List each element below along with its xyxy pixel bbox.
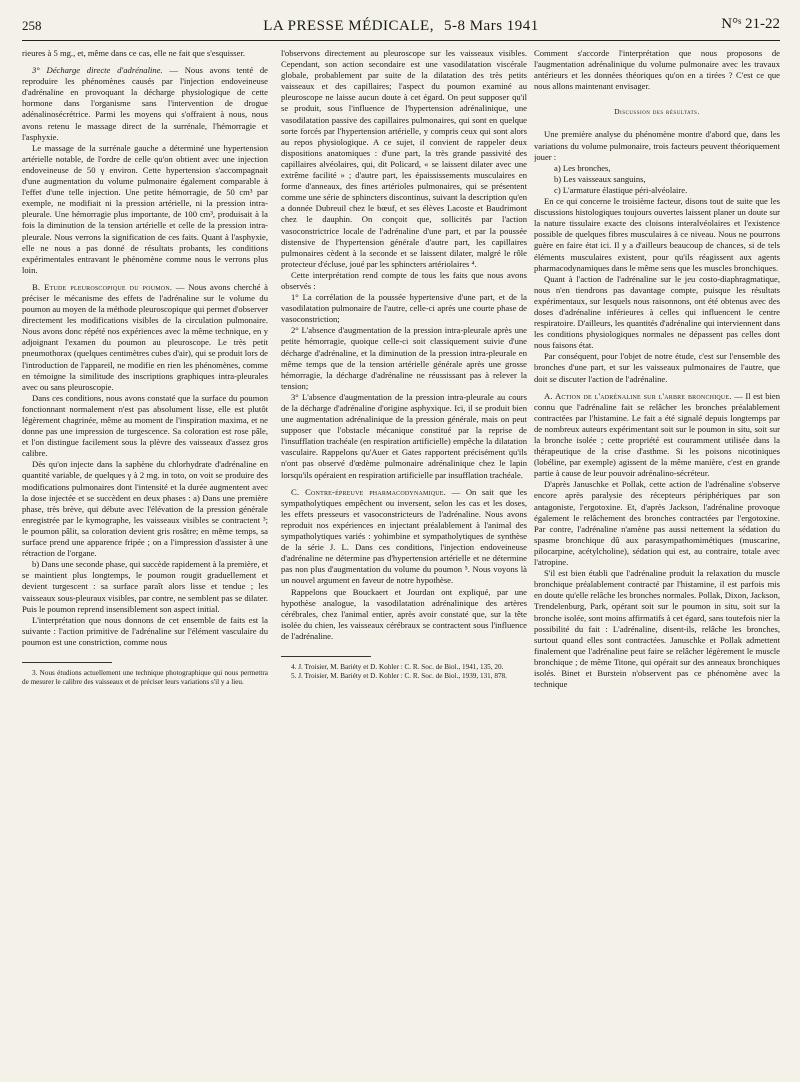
factor-list xyxy=(534,163,780,196)
paragraph: 3° L'absence d'augmentation de la pression intra-pleurale au cours de la décharge d'adrénaline d'origine asphyxique. Ici, il se produit bien une augmentation adrénalinique de la pression générale, mais on peut supposer que l'obstacle mécanique constitué par la reprise de l'insufflation trachéale (en respiration artificielle) empêche la dilatation vasculaire. Rappelons qu'Auer et Gates rapportent précisément qu'ils n'ont pas observé d'œdème pulmonaire adrénalinique chez le lapin lorsqu'ils opéraient en respiration artificielle par insufflation trachéale. xyxy=(281,391,527,480)
section-heading: B. Etude pleuroscopique du poumon. xyxy=(32,281,173,292)
paragraph: 1° La corrélation de la poussée hypertensive d'une part, et de la vasodilatation pulmonaire de l'autre, celle-ci après une courte phase de vasoconstriction; xyxy=(281,292,527,325)
footnote-rule xyxy=(281,656,371,657)
paragraph: Comment s'accorde l'interprétation que nous proposons de l'augmentation adrénalinique du volume pulmonaire avec les travaux antérieurs et les données théoriques qu'on en a tirées ? C'est ce que nous allons maintenant envisager. xyxy=(534,48,780,92)
page-header xyxy=(22,14,780,41)
journal-title-line xyxy=(22,14,780,35)
journal-name: LA PRESSE MÉDICALE, xyxy=(263,18,434,34)
issue-date: 5-8 Mars 1941 xyxy=(443,18,539,34)
paragraph xyxy=(534,391,780,480)
paragraph xyxy=(281,487,527,587)
paragraph: Le massage de la surrénale gauche a déterminé une hypertension artérielle notable, de l'ordre de celle qu'on obtient avec une injection endoveineuse de 50 γ environ. Cette hypertension s'accompagnait d'une augmentation du volume pulmonaire également comparable à l'effet d'une telle injection. Une petite hémorragie, de 50 cm³ par exemple, ne modifiait ni la pression artérielle, ni la pression intra-pleurale. Une hémorragie plus importante, de 100 cm³, produisait à la fois la diminution de la tension artérielle et celle de la pression intra-pleurale. Nous verrons la signification de ces faits. Quant à l'asphyxie, elle ne nous a pas donné de résultats probants, les conditions expérimentales entravant le phénomène comme nous le verrons plus loin. xyxy=(22,142,268,275)
paragraph xyxy=(22,282,268,393)
footnote-5: 5. J. Troisier, M. Bariéty et D. Kohler : C. R. Soc. de Biol., 1939, 131, 878. xyxy=(291,672,507,681)
paragraph: b) Dans une seconde phase, qui succède rapidement à la première, et se maintient plus longtemps, le poumon rougit graduellement et devient turgescent : sa surface paraît alors lisse et tendue ; les vaisseaux sous-pleuraux visibles, par contre, ne semblent pas se dilater. Puis le poumon reprend insensiblement son aspect initial. xyxy=(22,559,268,614)
column-3 xyxy=(534,48,780,1070)
footnote-4: 4. J. Troisier, M. Bariéty et D. Kohler : C. R. Soc. de Biol., 1941, 135, 20. xyxy=(291,662,504,671)
issue-number: N°ˢ 21-22 xyxy=(721,16,780,32)
section-heading: Discussion des résultats. xyxy=(614,107,700,117)
paragraph-text: — On sait que les sympatholytiques empêchent ou inversent, selon les cas et les doses, les effets presseurs et vasoconstricteurs de l'adrénaline. Nous avons reproduit nos expériences en injectant préalablement à l'animal des sympatholytiques variés : yohimbine et sympatholytiques de synthèse de la série J. L. Dans ces conditions, l'injection endoveineuse d'adrénaline ne détermine pas d'hypertension artérielle et ne détermine pas non plus d'augmentation du volume du poumon ⁵. Nous voyons là un nouvel argument en faveur de notre hypothèse. xyxy=(281,486,527,586)
paragraph: Une première analyse du phénomène montre d'abord que, dans les variations du volume pulmonaire, trois facteurs peuvent théoriquement jouer : xyxy=(534,129,780,162)
footnote-rule xyxy=(22,662,112,663)
paragraph-text: — Nous avons tenté de reproduire les phénomènes causés par l'injection endoveineuse d'adrénaline en provoquant la décharge physiologique de cette hormone dans l'organisme sans l'intervention de drogue adénalinosécrétrice. Parmi les moyens qui s'offraient à nous, nous avons retenu le massage direct de la surrénale, l'hémorragie et l'asphyxie. xyxy=(22,65,268,142)
section-heading: A. Action de l'adrénaline sur l'arbre bronchique. xyxy=(544,390,732,401)
list-item: c) L'armature élastique péri-alvéolaire. xyxy=(554,184,688,195)
column-1 xyxy=(22,48,268,1070)
paragraph: Dès qu'on injecte dans la saphène du chlorhydrate d'adrénaline en quantité variable, de quelques γ à 2 mg. in toto, on voit se produire des modifications pulmonaires dont l'intensité et la durée augmentent avec la dose injectée et se succèdent en deux phases : a) Dans une première phase, très brève, qui débute avec l'élévation de la pression générale enregistrée par le kymographe, les vaisseaux visibles se contractent ³; le poumon pâlit, sa coloration devient gris rosâtre; en même temps, sa surface prend une apparence fripée ; on a l'impression d'assister à une rétraction de l'organe. xyxy=(22,459,268,559)
column-2 xyxy=(281,48,527,1070)
paragraph: 2° L'absence d'augmentation de la pression intra-pleurale après une petite hémorragie, quoique celle-ci soit classiquement suivie d'une décharge d'adrénaline, et la diminution de la pression intra-pleurale en même temps que de la tension artérielle générale après une grosse hémorragie, la décharge d'adrénaline ne réussissant pas à relever la tension; xyxy=(281,325,527,391)
paragraph: Par conséquent, pour l'objet de notre étude, c'est sur l'ensemble des bronches d'une part, et sur les vaisseaux pulmonaires de l'autre, que doit se discuter l'action de l'adrénaline. xyxy=(534,351,780,384)
paragraph: Cette interprétation rend compte de tous les faits que nous avons observés : xyxy=(281,269,527,291)
paragraph: Quant à l'action de l'adrénaline sur le jeu costo-diaphragmatique, nous n'en tiendrons pas davantage compte, puisque les résultats expérimentaux, sur lesquels nous raisonnons, ont été obtenus avec des doses d'adrénaline inférieures à celles qui influencent le centre respiratoire. D'ailleurs, les quantités d'adrénaline qui interviennent dans les conditions physiologiques normales ne dépassent pas celles dont nous faisons état. xyxy=(534,273,780,351)
section-heading: C. Contre-épreuve pharmacodynamique. xyxy=(291,486,447,497)
paragraph-text: — Il est bien connu que l'adrénaline fait se relâcher les bronches préalablement contractées par l'histamine. Le fait a été signalé depuis longtemps par de nombreux auteurs expérimentant soit sur le poumon in situ, soit sur la bronche isolée ; cette propriété est couramment utilisée dans la thérapeutique de la crise d'asthme. Si les poisons nicotiniques (lobéline, par exemple) agissent de la même manière, c'est en grande partie à cause de leur pouvoir adrénalino-sécréteur. xyxy=(534,390,780,479)
footnote-3: 3. Nous étudions actuellement une technique photographique qui nous permettra de mesurer le calibre des vaisseaux et de préciser leurs variations s'il y a lieu. xyxy=(22,668,268,687)
paragraph xyxy=(22,65,268,143)
paragraph: l'observons directement au pleuroscope sur les vaisseaux visibles. Cependant, son action secondaire est une vasodilatation viscérale globale, probablement par suite de la dilatation des très petits vaisseaux et des capillaires; l'aspect du poumon examiné au pleuroscope ne laisse aucun doute à cet égard. On peut supposer qu'il se produit, sous l'influence de l'hypertension adrénalinique, une vasodilatation passive des capillaires pulmonaires, qui sont en quelque sorte forcés par l'hypertension artérielle, y compris ceux qui sont alors au repos physiologique. A ce sujet, il convient de rappeler deux dispositions anatomiques : d'une part, la très grande passivité des capillaires alvéolaires, qui, dit Policard, « se laissent dilater avec une extrême facilité » ; d'autre part, les épaississements musculaires en forme d'anneaux, des fines artérioles pulmonaires, qui se présentent comme une série de sphincters discontinus, suivant la description qu'en a donnée Dubreuil chez le bœuf, et ses élèves Lacoste et Baudrimont chez le dauphin. On conçoit que, sollicités par l'action vasoconstrictrice locale de l'adrénaline d'une part, et par la poussée distensive de l'hypertension générale d'autre part, les capillaires pulmonaires cèdent à la seconde et se laissent dilater, malgré le rôle protecteur d'écluse, joué par les sphincters artériolaires ⁴. xyxy=(281,48,527,269)
paragraph-text: — Nous avons cherché à préciser le mécanisme des effets de l'adrénaline sur le volume du poumon au moyen de la méthode pleuroscopique qui permet d'observer directement les modifications visibles de la circulation pulmonaire. Nous avons donc répété nos expériences avec la même technique, en y adjoignant l'examen du poumon au pleuroscope. Le très petit pneumothorax (quelques centimètres cubes d'air), qui se produit lors de l'introduction de l'appareil, ne modifie en rien les phénomènes, comme en témoigne la similitude des inscriptions graphiques intra-pleurales avec ou sans pleuroscopie. xyxy=(22,281,268,392)
list-item: b) Les vaisseaux sanguins, xyxy=(554,173,646,184)
paragraph: S'il est bien établi que l'adrénaline produit la relaxation du muscle bronchique préalablement contracté par l'histamine, il est parfois mis en doute qu'elle relâche les bronches normales. Pollak, Dixon, Jackson, Trendelenburg, Park, opérant soit sur le poumon in situ, soit sur la bronche isolée, sont moins affirmatifs à cet égard, sans toutefois nier la possibilité du fait : L'adrénaline, disent-ils, relâche les bronches, surtout quand elles sont contractées. Januschke et Pollak admettent finalement que l'adrénaline peut faire se relâcher légèrement le muscle bronchique ; de même Titone, qui opérait sur des anneaux bronchiques isolés. Binet et Burstein n'observent pas ce phénomène avec la technique xyxy=(534,568,780,690)
paragraph: L'interprétation que nous donnons de cet ensemble de faits est la suivante : l'action primitive de l'adrénaline sur l'élément vasculaire du poumon est une constriction, comme nous xyxy=(22,614,268,647)
paragraph: rieures à 5 mg., et, même dans ce cas, elle ne fait que s'esquisser. xyxy=(22,48,245,58)
paragraph: D'après Januschke et Pollak, cette action de l'adrénaline s'observe encore après paralysie des récepteurs périphériques par son antagoniste, l'ergotoxine. Et, d'après Jackson, l'adrénaline provoque également le relâchement des bronches contractées par l'ergotoxine. Par contre, l'adrénaline n'amène pas aussi nettement la sédation du spasme bronchique dû aux parasympathomimétiques (muscarine, pilocarpine, acétylcholine), sédation qui est, au contraire, totale avec l'atropine. xyxy=(534,479,780,568)
paragraph: En ce qui concerne le troisième facteur, disons tout de suite que les discussions histologiques toujours ouvertes laissent planer un doute sur la nature tissulaire exacte des cloisons interalvéolaires et l'existence possible de quelques fibres musculaires à ce niveau. Nous ne pourrons guère en faire état ici. Il y a d'ailleurs beaucoup de chances, si de tels éléments musculaires existent, pour qu'ils réagissent aux agents pharmacodynamiques dans le même sens que les muscles bronchiques. xyxy=(534,196,780,273)
list-item: a) Les bronches, xyxy=(554,162,611,173)
page-number: 258 xyxy=(22,18,42,33)
paragraph: Rappelons que Bouckaert et Jourdan ont expliqué, par une hypothèse analogue, la vasodilatation adrénalinique des artères cérébrales, chez l'animal entier, après avoir constaté que, sur la tête isolée du chien, les vaisseaux cérébraux se contractent sous l'influence de l'adrénaline. xyxy=(281,586,527,641)
subsection-heading: 3° Décharge directe d'adrénaline. xyxy=(32,65,163,76)
paragraph: Dans ces conditions, nous avons constaté que la surface du poumon fonctionnant normalement n'est pas absolument lisse, elle est plutôt légèrement chagrinée, même au moment de l'inspiration maxima, et ne donne pas une impression de turgescence. Sa coloration est rose pâle, et l'on distingue facilement sous la plèvre des vaisseaux d'assez gros calibre. xyxy=(22,392,268,459)
